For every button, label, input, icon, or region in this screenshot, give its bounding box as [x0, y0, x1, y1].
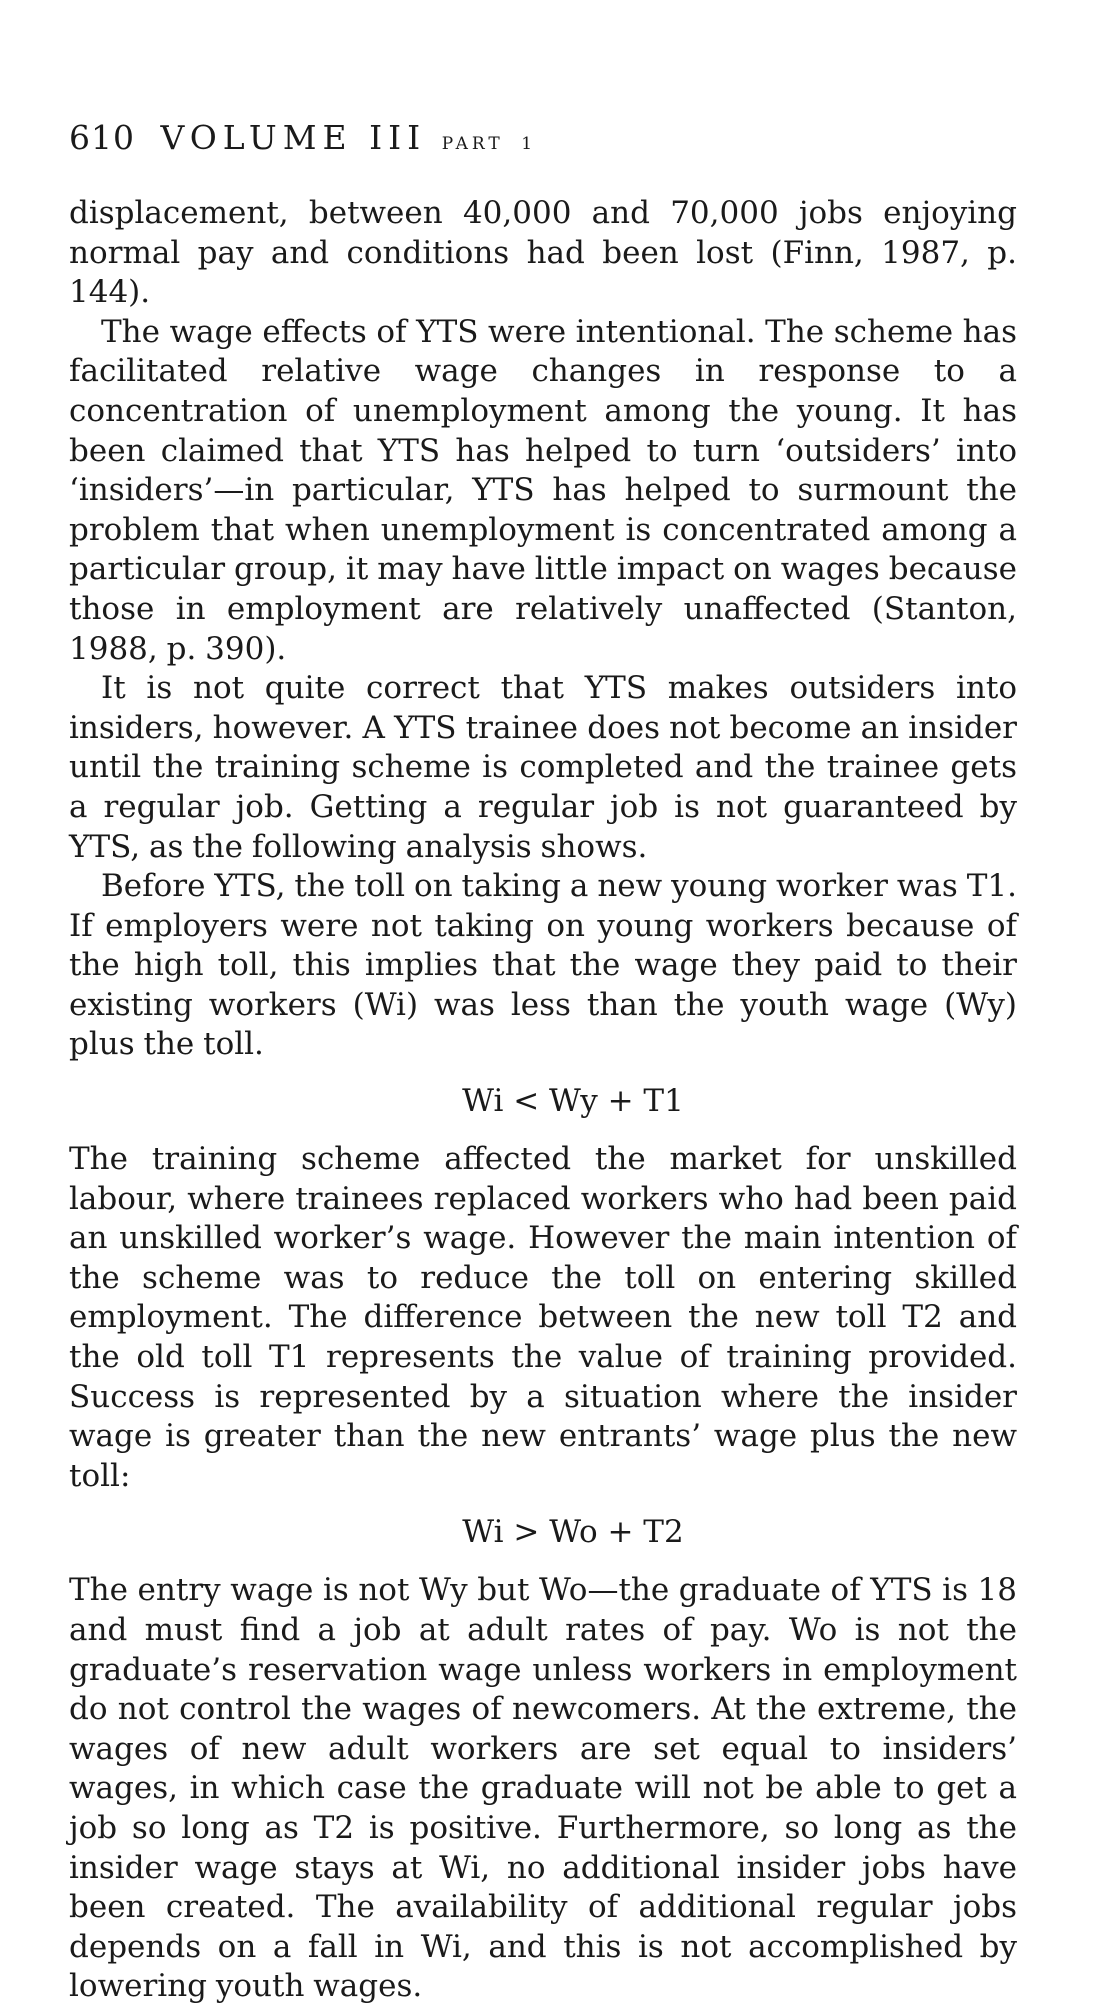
book-page — [69, 118, 1017, 2007]
part-label: PART — [441, 134, 504, 154]
equation-toll-condition: Wi < Wy + T1 — [462, 1083, 684, 1120]
paragraph-entry-wage: The entry wage is not Wy but Wo—the graduate of YTS is 18 and must find a job at adult rates of pay. Wo is not the graduate’s reservation wage unless workers in employment do not control the wages of newcomers. At the extreme, the wages of new adult workers are set equal to insiders’ wages, in which case the graduate will not be able to get a job so long as T2 is positive. Furthermore, so long as the insider wage stays at Wi, no additional insider jobs have been created. The availability of additional regular jobs depends on a fall in Wi, and this is not accomplished by lowering youth wages. — [69, 1572, 1017, 2005]
equation-success-condition: Wi > Wo + T2 — [462, 1514, 684, 1551]
paragraph-continuation: displacement, between 40,000 and 70,000 jobs enjoying normal pay and conditions had been lost (Finn, 1987, p. 144). — [69, 195, 1017, 311]
paragraph-training-scheme: The training scheme affected the market for unskilled labour, where trainees replaced workers who had been paid an unskilled worker’s wage. However the main intention of the scheme was to reduce the toll on entering skilled employment. The difference between the new toll T2 and the old toll T1 represents the value of training provided. Success is represented by a situation where the insider wage is greater than the new entrants’ wage plus the new toll: — [69, 1141, 1017, 1494]
paragraph-toll-before-yts: Before YTS, the toll on taking a new young worker was T1. If employers were not taking on young workers because of the high toll, this implies that the wage they paid to their existing workers (Wi) was less than the youth wage (Wy) plus the toll. — [69, 868, 1017, 1063]
paragraph-outsiders-insiders: It is not quite correct that YTS makes outsiders into insiders, however. A YTS trainee does not become an insider until the training scheme is completed and the trainee gets a regular job. Getting a regular job is not guaranteed by YTS, as the following analysis shows. — [69, 670, 1017, 865]
running-head — [69, 118, 1017, 164]
page-number: 610 — [69, 118, 135, 157]
paragraph-wage-effects: The wage effects of YTS were intentional. The scheme has facilitated relative wage changes in response to a concentration of unemployment among the young. It has been claimed that YTS has helped to turn ‘outsiders’ into ‘insiders’—in particular, YTS has helped to surmount the problem that when unemployment is concentrated among a particular group, it may have little impact on wages because those in employment are relatively unaffected (Stanton, 1988, p. 390). — [69, 313, 1017, 667]
volume-title: VOLUME III — [160, 118, 427, 157]
part-number: 1 — [521, 134, 534, 154]
